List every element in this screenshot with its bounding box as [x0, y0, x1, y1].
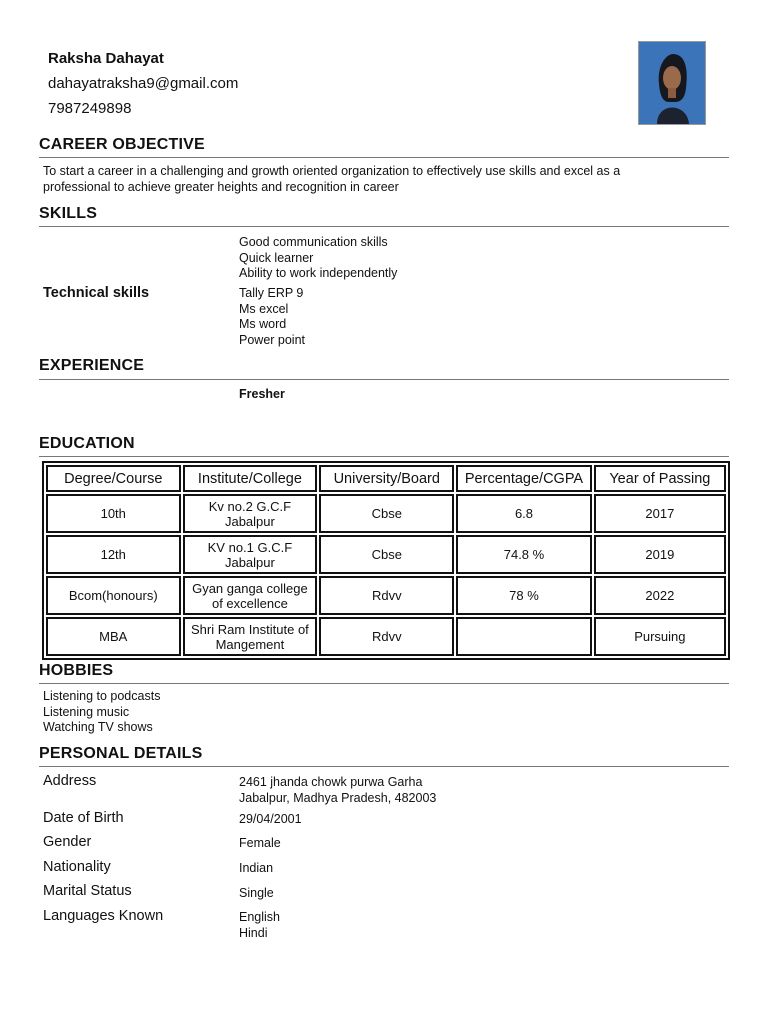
career-objective-line-1: To start a career in a challenging and growth oriented organization to effectively use skills and excel as a: [43, 164, 621, 178]
skill-item: Tally ERP 9: [239, 286, 304, 300]
email-address: dahayatraksha9@gmail.com: [48, 75, 239, 92]
gender-value: Female: [239, 836, 281, 850]
skill-item: Ms excel: [239, 301, 289, 316]
address-label: Address: [43, 773, 97, 789]
column-header: Institute/College: [183, 465, 318, 492]
marital-status-value: Single: [239, 886, 274, 900]
candidate-name: Raksha Dahayat: [48, 50, 164, 67]
technical-skills-label: Technical skills: [43, 285, 150, 301]
year-cell: 2022: [594, 576, 726, 615]
hobby-item: Listening music: [43, 704, 130, 719]
hobbies-title: HOBBIES: [39, 662, 114, 679]
board-cell: Rdvv: [319, 576, 454, 615]
address-value: [239, 775, 436, 806]
personal-details-title: PERSONAL DETAILS: [39, 745, 203, 762]
institute-cell: [183, 617, 318, 656]
hobby-item: Watching TV shows: [43, 720, 153, 734]
person-photo-icon: [639, 42, 705, 124]
education-title: EDUCATION: [39, 435, 135, 452]
skill-item: Good communication skills: [239, 235, 388, 249]
year-cell: 2019: [594, 535, 726, 574]
language-item: Hindi: [239, 925, 268, 940]
institute-line: Kv no.2 G.C.F: [208, 498, 292, 514]
institute-cell: [183, 576, 318, 615]
gender-label: Gender: [43, 834, 92, 850]
score-cell: [456, 617, 592, 656]
career-objective-title: CAREER OBJECTIVE: [39, 136, 205, 153]
board-cell: Cbse: [319, 535, 454, 574]
address-line: Jabalpur, Madhya Pradesh, 482003: [239, 790, 437, 805]
institute-line: KV no.1 G.C.F: [207, 539, 293, 555]
table-header-row: [46, 465, 726, 492]
hobbies-list: [43, 689, 160, 736]
education-table: [42, 461, 730, 660]
marital-status-label: Marital Status: [43, 883, 132, 899]
section-divider: [39, 226, 729, 227]
board-cell: Cbse: [319, 494, 454, 533]
institute-line: Shri Ram Institute of: [191, 621, 309, 637]
hobby-item: Listening to podcasts: [43, 689, 161, 703]
language-item: English: [239, 910, 280, 924]
soft-skills-list: [239, 235, 397, 282]
score-cell: 6.8: [456, 494, 592, 533]
dob-label: Date of Birth: [43, 810, 124, 826]
skill-item: Ability to work independently: [239, 266, 398, 280]
column-header: Degree/Course: [46, 465, 181, 492]
institute-line: Mangement: [215, 636, 285, 652]
experience-value: Fresher: [239, 387, 285, 401]
nationality-value: Indian: [239, 861, 274, 875]
section-divider: [39, 379, 729, 380]
skill-item: Power point: [239, 332, 306, 347]
address-line: 2461 jhanda chowk purwa Garha: [239, 775, 423, 789]
institute-cell: [183, 494, 318, 533]
degree-cell: 12th: [46, 535, 181, 574]
institute-cell: [183, 535, 318, 574]
section-divider: [39, 766, 729, 767]
table-row: [46, 576, 726, 615]
score-cell: 78 %: [456, 576, 592, 615]
career-objective-line-2: professional to achieve greater heights and recognition in career: [43, 180, 399, 194]
phone-number: 7987249898: [48, 100, 132, 117]
table-row: [46, 494, 726, 533]
degree-cell: MBA: [46, 617, 181, 656]
languages-value: [239, 910, 280, 941]
table-row: [46, 617, 726, 656]
institute-line: Jabalpur: [224, 554, 275, 570]
skill-item: Ms word: [239, 317, 287, 331]
languages-label: Languages Known: [43, 908, 164, 924]
column-header: Percentage/CGPA: [456, 465, 592, 492]
section-divider: [39, 683, 729, 684]
table-row: [46, 535, 726, 574]
institute-line: Gyan ganga college: [192, 580, 308, 596]
year-cell: 2017: [594, 494, 726, 533]
experience-title: EXPERIENCE: [39, 357, 145, 374]
institute-line: of excellence: [211, 595, 288, 611]
nationality-label: Nationality: [43, 859, 111, 875]
column-header: Year of Passing: [594, 465, 726, 492]
section-divider: [39, 157, 729, 158]
institute-line: Jabalpur: [224, 513, 275, 529]
profile-photo: [638, 41, 706, 125]
year-cell: Pursuing: [594, 617, 726, 656]
score-cell: 74.8 %: [456, 535, 592, 574]
skill-item: Quick learner: [239, 250, 314, 265]
degree-cell: Bcom(honours): [46, 576, 181, 615]
skills-title: SKILLS: [39, 205, 98, 222]
degree-cell: 10th: [46, 494, 181, 533]
technical-skills-list: [239, 286, 305, 348]
dob-value: 29/04/2001: [239, 812, 302, 826]
board-cell: Rdvv: [319, 617, 454, 656]
section-divider: [39, 456, 729, 457]
column-header: University/Board: [319, 465, 454, 492]
